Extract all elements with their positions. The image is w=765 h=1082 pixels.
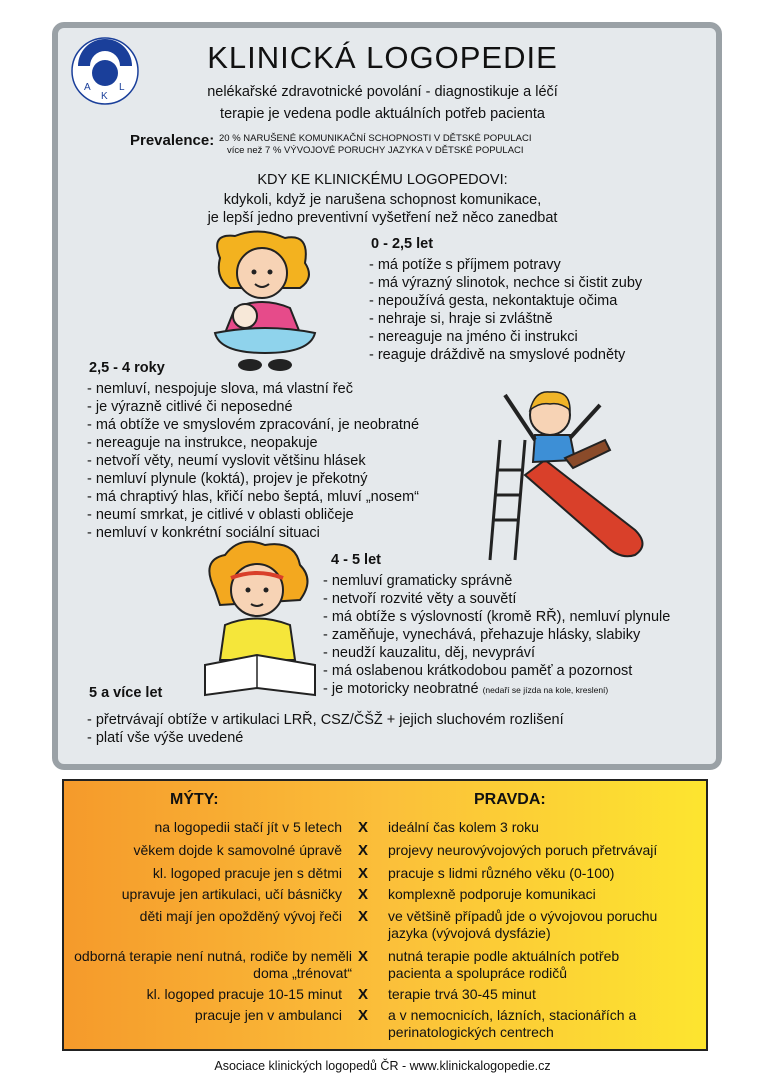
- list-item: - nemluví v konkrétní sociální situaci: [87, 525, 320, 541]
- subtitle-line-1: nelékařské zdravotnické povolání - diagnostikuje a léčí: [207, 84, 558, 100]
- prevalence-label: Prevalence:: [130, 132, 215, 149]
- truth-text: projevy neurovývojových poruch přetrvávají: [388, 842, 658, 858]
- separator-x: X: [357, 1007, 368, 1024]
- list-item: - reaguje dráždivě na smyslové podněty: [369, 347, 626, 363]
- age-5-plus-title: 5 a více let: [89, 685, 163, 701]
- list-item: - nereaguje na jméno či instrukci: [369, 329, 578, 345]
- when-line-2: je lepší jedno preventivní vyšetření než něco zanedbat: [207, 210, 558, 226]
- list-item: - nemluví gramaticky správně: [323, 573, 513, 589]
- age-0-25-list: [369, 256, 642, 364]
- separator-x: X: [357, 819, 368, 836]
- age-0-25-title: 0 - 2,5 let: [371, 236, 434, 252]
- separator-x: X: [357, 986, 368, 1003]
- myth-text: upravuje jen artikulaci, učí básničky: [121, 886, 342, 902]
- when-line-1: kdykoli, když je narušena schopnost komunikace,: [223, 192, 542, 208]
- page-title: KLINICKÁ LOGOPEDIE: [207, 40, 558, 75]
- list-item: - nepoužívá gesta, nekontaktuje očima: [369, 293, 618, 309]
- subtitle-line-2: terapie je vedena podle aktuálních potřeb pacienta: [220, 106, 545, 122]
- age-25-4-list: [87, 380, 419, 542]
- myth-text: na logopedii stačí jít v 5 letech: [154, 819, 342, 835]
- truth-text: a v nemocnicích, lázních, stacionářích a perinatologických centrech: [388, 1007, 637, 1040]
- truth-text: komplexně podporuje komunikaci: [388, 886, 596, 902]
- logo-letter-a: A: [84, 82, 91, 93]
- when-title: KDY KE KLINICKÉMU LOGOPEDOVI:: [257, 172, 508, 188]
- logo-letter-k: K: [101, 91, 108, 102]
- list-item: - zaměňuje, vynechává, přehazuje hlásky, slabiky: [323, 627, 641, 643]
- list-item: - netvoří věty, neumí vyslovit většinu hlásek: [87, 453, 366, 469]
- list-item: - má obtíže ve smyslovém zpracování, je neobratné: [87, 417, 420, 433]
- separator-x: X: [357, 886, 368, 903]
- list-item: - nemluví plynule (koktá), projev je překotný: [87, 471, 368, 487]
- girl-reading-illustration: [195, 540, 325, 700]
- myth-text: kl. logoped pracuje jen s dětmi: [152, 865, 342, 881]
- list-item: - platí vše výše uvedené: [87, 730, 244, 746]
- age-25-4-title: 2,5 - 4 roky: [89, 360, 165, 376]
- truth-text: pracuje s lidmi různého věku (0-100): [388, 865, 615, 881]
- footer-link[interactable]: Asociace klinických logopedů ČR - www.klinickalogopedie.cz: [214, 1059, 551, 1073]
- list-item-note: (nedaří se jízda na kole, kreslení): [482, 685, 609, 695]
- myth-text: věkem dojde k samovolné úpravě: [133, 842, 342, 858]
- age-5-plus-list: [87, 711, 564, 747]
- list-item: - nereaguje na instrukce, neopakuje: [87, 435, 318, 451]
- truth-header: PRAVDA:: [474, 791, 546, 808]
- list-item: - nehraje si, hraje si zvláštně: [369, 311, 553, 327]
- list-item: - netvoří rozvité věty a souvětí: [323, 591, 517, 607]
- myths-header: MÝTY:: [170, 791, 219, 808]
- list-item: - má potíže s příjmem potravy: [369, 257, 561, 273]
- separator-x: X: [357, 908, 368, 925]
- list-item: - má oslabenou krátkodobou paměť a pozornost: [323, 663, 633, 679]
- boy-on-slide-illustration: [485, 380, 655, 565]
- when-text: [0, 191, 765, 227]
- separator-x: X: [357, 865, 368, 882]
- truth-text: ideální čas kolem 3 roku: [388, 819, 539, 835]
- myth-text: kl. logoped pracuje 10-15 minut: [146, 986, 342, 1002]
- prevalence-text: [219, 133, 532, 157]
- list-item: - přetrvávají obtíže v artikulaci LRŘ, CSZ/ČŠŽ + jejich sluchovém rozlišení: [87, 712, 564, 728]
- truth-text: terapie trvá 30-45 minut: [388, 986, 536, 1002]
- age-4-5-title: 4 - 5 let: [331, 552, 381, 568]
- myth-text: odborná terapie není nutná, rodiče by neměli doma „trénovat“: [74, 948, 352, 981]
- list-item-text: - je motoricky neobratné: [323, 681, 479, 697]
- list-item: - má obtíže s výslovností (kromě RŘ), nemluví plynule: [323, 609, 671, 625]
- list-item: - neudží kauzalitu, děj, nevypráví: [323, 645, 535, 661]
- list-item: - neumí smrkat, je citlivé v oblasti obličeje: [87, 507, 354, 523]
- truth-text: ve většině případů jde o vývojovou poruchu jazyka (vývojová dysfázie): [388, 908, 658, 941]
- myth-text: děti mají jen opožděný vývoj řeči: [139, 908, 342, 924]
- truth-text: nutná terapie podle aktuálních potřeb pacienta a spolupráce rodičů: [388, 948, 620, 981]
- prevalence-line-2: více než 7 % VÝVOJOVÉ PORUCHY JAZYKA V DĚTSKÉ POPULACI: [227, 145, 524, 156]
- list-item: - nemluví, nespojuje slova, má vlastní řeč: [87, 381, 353, 397]
- list-item: - je výrazně citlivé či neposedné: [87, 399, 293, 415]
- list-item: - má výrazný slinotok, nechce si čistit zuby: [369, 275, 643, 291]
- logo-letter-l: L: [119, 82, 125, 93]
- myth-text: pracuje jen v ambulanci: [194, 1007, 342, 1023]
- age-4-5-list: [323, 572, 670, 699]
- girl-with-baby-illustration: [200, 228, 330, 378]
- prevalence-line-1: 20 % NARUŠENÉ KOMUNIKAČNÍ SCHOPNOSTI V DĚTSKÉ POPULACI: [219, 133, 532, 144]
- separator-x: X: [357, 948, 368, 965]
- list-item: - má chraptivý hlas, křičí nebo šeptá, mluví „nosem“: [87, 489, 420, 505]
- list-item: [323, 680, 670, 699]
- separator-x: X: [357, 842, 368, 859]
